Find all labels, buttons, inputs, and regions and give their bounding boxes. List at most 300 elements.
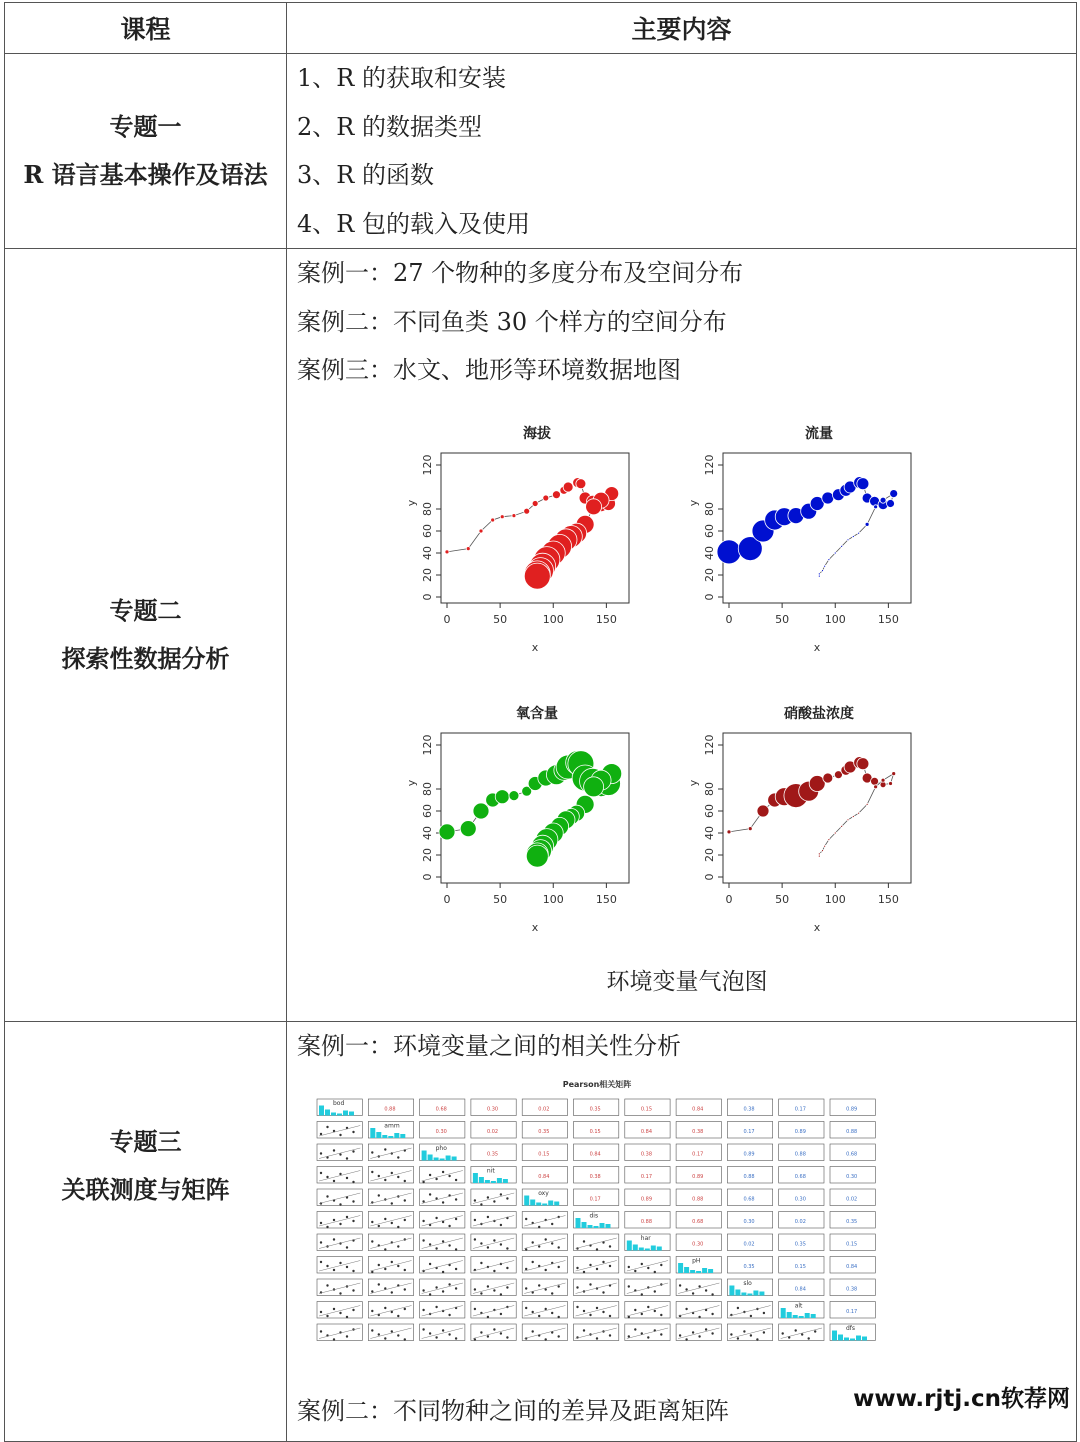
histogram-bar [781,1308,786,1318]
scatter-point [352,1180,354,1182]
matrix-cell [522,1324,567,1341]
histogram-bar [606,1224,611,1228]
scatter-point [647,1336,649,1338]
matrix-title: Pearson相关矩阵 [562,1079,632,1089]
matrix-cell [368,1144,413,1161]
scatter-point [333,1338,335,1340]
scatter-point [397,1264,399,1266]
histogram-bar [548,1200,553,1205]
content-cell [287,1022,1077,1442]
bubble-point [822,569,824,571]
scatter-point [346,1176,348,1178]
scatter-point [487,1335,489,1337]
scatter-point [333,1268,335,1270]
scatter-point [384,1148,386,1150]
histogram-bar [639,1247,644,1250]
matrix-corr-value: 0.17 [794,1105,806,1112]
x-tick-label: 0 [443,892,451,906]
histogram-bar [747,1293,752,1295]
histogram-bar [708,1269,713,1273]
scatter-point [474,1238,476,1240]
scatter-point [551,1311,553,1313]
histogram-bar [862,1336,867,1340]
scatter-point [711,1312,713,1314]
scatter-point [339,1261,341,1263]
list-item: 案例二：不同鱼类 30 个样方的空间分布 [297,307,727,336]
scatter-point [660,1333,662,1335]
scatter-point [320,1330,322,1332]
matrix-corr-value: 0.84 [794,1285,806,1292]
scatter-point [442,1240,444,1242]
scatter-point [500,1332,502,1334]
scatter-point [493,1289,495,1291]
y-tick-label: 60 [421,523,434,538]
scatter-point [654,1309,656,1311]
scatter-point [641,1312,643,1314]
histogram-bar [319,1105,324,1115]
y-axis-label: y [687,779,700,786]
smooth-line [524,1305,565,1316]
smooth-line [422,1238,463,1249]
figure-caption: 环境变量气泡图 [606,968,768,995]
matrix-cell [471,1324,516,1341]
histogram-bar [473,1173,478,1183]
scatter-point [474,1307,476,1309]
matrix-corr-value: 0.17 [589,1195,601,1202]
scatter-point [352,1308,354,1310]
bubble-plots-figure [297,395,1076,1007]
smooth-line [319,1328,360,1339]
x-axis-label: x [531,640,539,654]
scatter-point [429,1293,431,1295]
bubble-point [841,825,843,827]
y-tick-label: 40 [421,825,434,840]
matrix-corr-value: 0.88 [794,1150,806,1157]
bubble-point [717,539,741,563]
scatter-point [487,1246,489,1248]
scatter-point [371,1170,373,1172]
bubble-point [576,478,586,488]
scatter-point [397,1334,399,1336]
scatter-point [429,1173,431,1175]
bubble-point [881,778,885,782]
matrix-corr-value: 0.30 [846,1173,858,1180]
histogram-bar [805,1313,810,1318]
x-tick-label: 150 [595,612,617,626]
y-tick-label: 0 [703,873,716,880]
x-tick-label: 100 [542,612,564,626]
scatter-point [326,1284,328,1286]
y-tick-label: 0 [703,593,716,600]
matrix-corr-value: 0.30 [435,1128,447,1135]
histogram-bar [400,1134,405,1138]
y-tick-label: 80 [421,501,434,516]
scatter-point [448,1174,450,1176]
scatter-point [576,1305,578,1307]
scatter-point [558,1315,560,1317]
scatter-point [326,1125,328,1127]
histogram-bar [503,1179,508,1183]
scatter-point [596,1306,598,1308]
matrix-corr-value: 0.68 [743,1195,755,1202]
scatter-point [397,1245,399,1247]
scatter-point [474,1338,476,1340]
bubble-point [852,535,854,537]
matrix-var-label: dis [589,1212,599,1219]
scatter-point [422,1200,424,1202]
matrix-corr-value: 0.68 [846,1150,858,1157]
histogram-bar [434,1157,439,1160]
scatter-point [795,1329,797,1331]
bubble-point [852,815,854,817]
header-content: 主要内容 [287,3,1077,54]
bubble-point [543,495,549,501]
scatter-point [339,1153,341,1155]
histogram-bar [576,1218,581,1228]
watermark: www.rjtj.cn软荐网 [853,1386,1070,1412]
scatter-point [371,1270,373,1272]
x-tick-label: 150 [877,612,899,626]
scatter-point [551,1222,553,1224]
histogram-bar [343,1110,348,1115]
bubble-plot [689,423,949,688]
histogram-bar [690,1270,695,1273]
scatter-point [429,1243,431,1245]
bubble-point [460,820,476,836]
scatter-point [814,1330,816,1332]
matrix-cell [779,1324,824,1341]
scatter-point [730,1333,732,1335]
scatter-point [500,1223,502,1225]
bubble-point [584,776,604,796]
scatter-point [435,1177,437,1179]
y-tick-label: 120 [421,454,434,475]
x-tick-label: 150 [877,892,899,906]
x-tick-label: 0 [443,612,451,626]
smooth-line [319,1260,360,1271]
histogram-bar [657,1246,662,1250]
histogram-bar [627,1240,632,1250]
scatter-point [346,1335,348,1337]
histogram-bar [850,1338,855,1340]
matrix-var-label: bod [333,1099,345,1107]
bubble-plot [689,703,949,968]
scatter-point [442,1329,444,1331]
scatter-point [320,1132,322,1134]
y-tick-label: 20 [421,567,434,582]
y-tick-label: 40 [703,545,716,560]
histogram-bar [729,1285,734,1295]
scatter-point [346,1246,348,1248]
scatter-point [404,1288,406,1290]
smooth-line [524,1215,565,1226]
histogram-bar [856,1335,861,1340]
matrix-var-label: har [640,1234,651,1242]
bubble-point [889,781,893,785]
bubble-point [857,477,869,489]
matrix-cell [574,1279,619,1296]
matrix-var-label: alt [794,1302,803,1309]
scatter-point [455,1267,457,1269]
scatter-point [596,1248,598,1250]
x-tick-label: 100 [824,892,846,906]
smooth-line [473,1238,514,1249]
scatter-point [474,1218,476,1220]
scatter-point [660,1263,662,1265]
plot-title: 海拔 [523,425,551,442]
bubble-point [526,845,548,867]
matrix-corr-value: 0.89 [640,1195,653,1202]
bubble-point [865,522,869,526]
scatter-point [583,1240,585,1242]
scatter-point [352,1150,354,1152]
bubble-point [727,829,731,833]
list-item: 1、R 的获取和安装 [297,64,506,92]
scatter-point [442,1220,444,1222]
scatter-point [448,1224,450,1226]
scatter-point [474,1199,476,1201]
smooth-line [729,1305,770,1316]
scatter-point [435,1247,437,1249]
scatter-point [384,1267,386,1269]
scatter-point [346,1215,348,1217]
scatter-point [391,1330,393,1332]
scatter-point [455,1287,457,1289]
scatter-point [576,1286,578,1288]
smooth-line [370,1193,411,1204]
plot-svg [407,423,667,688]
histogram-bar [645,1248,650,1250]
matrix-corr-value: 0.30 [486,1105,499,1112]
bubble-point [586,498,602,514]
matrix-corr-value: 0.02 [846,1195,858,1202]
x-tick-label: 0 [725,892,733,906]
smooth-line [576,1328,617,1339]
scatter-point [371,1290,373,1292]
scatter-point [391,1171,393,1173]
scatter-point [326,1225,328,1227]
scatter-point [404,1268,406,1270]
course-table [4,2,1077,1442]
matrix-corr-value: 0.38 [846,1285,858,1292]
histogram-bar [838,1334,843,1340]
smooth-line [576,1283,617,1294]
y-tick-label: 80 [703,781,716,796]
scatter-point [506,1197,508,1199]
bubble-point [748,826,752,830]
scatter-point [756,1338,758,1340]
scatter-point [711,1332,713,1334]
scatter-point [391,1291,393,1293]
bubble-point [822,849,824,851]
matrix-var-label: dfs [846,1324,856,1332]
scatter-point [487,1315,489,1317]
scatter-point [352,1289,354,1291]
scatter-point [634,1328,636,1330]
bubble-point [491,518,495,522]
matrix-corr-value: 0.17 [743,1128,755,1135]
matrix-corr-value: 0.38 [640,1150,653,1157]
scatter-point [679,1334,681,1336]
matrix-corr-value: 0.84 [640,1128,653,1135]
scatter-point [352,1219,354,1221]
bubble-point [892,771,896,775]
scatter-point [500,1293,502,1295]
scatter-point [422,1289,424,1291]
content-cell [287,249,1077,1022]
matrix-corr-value: 0.35 [743,1263,755,1270]
scatter-point [474,1288,476,1290]
matrix-cell [676,1324,721,1341]
scatter-point [685,1338,687,1340]
matrix-cell [420,1211,465,1228]
matrix-corr-value: 0.84 [589,1150,601,1157]
scatter-point [628,1335,630,1337]
histogram-bar [799,1316,804,1318]
matrix-corr-value: 0.35 [846,1218,858,1225]
scatter-point [596,1267,598,1269]
scatter-point [750,1334,752,1336]
histogram-bar [811,1314,816,1318]
matrix-corr-value: 0.68 [692,1218,704,1225]
matrix-var-label: pho [435,1144,447,1152]
matrix-corr-value: 0.88 [743,1173,755,1180]
matrix-cell [317,1211,362,1228]
scatter-point [628,1285,630,1287]
scatter-point [500,1312,502,1314]
smooth-line [422,1305,463,1316]
scatter-point [404,1179,406,1181]
x-axis-label: x [813,640,821,654]
smooth-line [319,1238,360,1249]
bubble-point [563,482,573,492]
scatter-point [455,1217,457,1219]
scatter-point [692,1331,694,1333]
x-tick-label: 50 [493,612,508,626]
matrix-corr-value: 0.89 [846,1105,858,1112]
plot-frame [723,733,911,883]
histogram-bar [388,1136,393,1138]
list-item: 案例一：环境变量之间的相关性分析 [297,1032,681,1060]
histogram-bar [370,1128,375,1138]
scatter-point [448,1313,450,1315]
y-tick-label: 0 [421,873,434,880]
scatter-point [346,1157,348,1159]
scatter-point [698,1315,700,1317]
matrix-corr-value: 0.38 [743,1105,755,1112]
scatter-point [763,1311,765,1313]
scatter-point [692,1292,694,1294]
matrix-corr-value: 0.15 [589,1128,601,1135]
matrix-corr-value: 0.17 [846,1308,858,1315]
histogram-bar [793,1315,798,1318]
y-tick-label: 80 [421,781,434,796]
scatter-point [397,1156,399,1158]
histogram-bar [394,1133,399,1138]
scatter-point [589,1313,591,1315]
scatter-point [743,1330,745,1332]
scatter-point [404,1199,406,1201]
scatter-point [782,1332,784,1334]
bubble-point [834,552,836,554]
scatter-point [480,1292,482,1294]
scatter-point [641,1262,643,1264]
scatter-point [442,1270,444,1272]
bubble-point [524,563,550,589]
y-tick-label: 20 [421,847,434,862]
smooth-line [473,1215,514,1226]
bubble-point [532,500,538,506]
matrix-corr-value: 0.35 [538,1128,550,1135]
scatter-point [506,1336,508,1338]
scatter-point [532,1310,534,1312]
matrix-corr-value: 0.30 [794,1195,806,1202]
table-row [5,249,1077,1022]
histogram-bar [651,1245,656,1250]
scatter-point [455,1198,457,1200]
histogram-bar [479,1177,484,1183]
scatter-point [801,1333,803,1335]
scatter-point [384,1306,386,1308]
bubble-point [857,757,869,769]
smooth-line [319,1148,360,1159]
histogram-bar [582,1222,587,1228]
scatter-point [339,1292,341,1294]
bubble-point [818,575,820,577]
scatter-point [685,1307,687,1309]
histogram-bar [542,1203,547,1205]
bubble-point [824,565,826,567]
scatter-point [384,1248,386,1250]
scatter-point [737,1337,739,1339]
bubble-point [818,572,820,574]
histogram-bar [446,1155,451,1160]
scatter-point [448,1283,450,1285]
histogram-bar [349,1111,354,1115]
matrix-corr-value: 0.30 [692,1240,704,1247]
matrix-corr-value: 0.89 [692,1173,704,1180]
histogram-bar [536,1202,541,1205]
matrix-corr-value: 0.38 [589,1173,601,1180]
scatter-point [333,1238,335,1240]
matrix-var-label: oxy [538,1189,549,1197]
scatter-point [589,1283,591,1285]
matrix-cell [625,1301,670,1318]
scatter-point [422,1219,424,1221]
histogram-bar [530,1199,535,1205]
y-tick-label: 40 [703,825,716,840]
scatter-point [422,1308,424,1310]
scatter-point [352,1269,354,1271]
topic-number: 专题二 [109,596,182,625]
scatter-point [378,1174,380,1176]
header-row [5,3,1077,54]
matrix-cell [368,1211,413,1228]
scatter-point [545,1268,547,1270]
scatter-point [737,1306,739,1308]
y-tick-label: 60 [703,803,716,818]
table-row [5,1022,1077,1442]
scatter-point [391,1310,393,1312]
bubble-point [818,852,820,854]
plot-title: 流量 [805,425,833,442]
correlation-matrix-figure [297,1071,1076,1381]
bubble-point [818,855,820,857]
matrix-cell [574,1256,619,1273]
scatter-point [685,1288,687,1290]
scatter-point [487,1285,489,1287]
scatter-point [429,1193,431,1195]
